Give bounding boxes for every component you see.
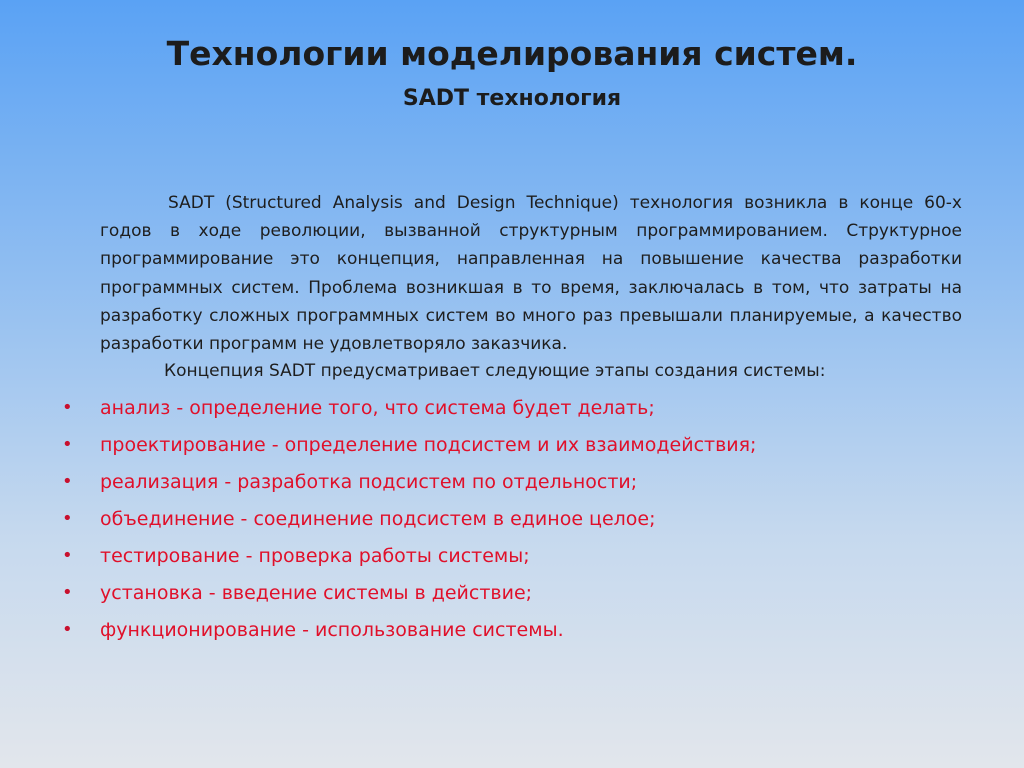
slide-title: Технологии моделирования систем.	[166, 34, 858, 73]
stage-integration: объединение - соединение подсистем в единое целое;	[100, 508, 656, 530]
stage-design: проектирование - определение подсистем и их взаимодействия;	[100, 434, 757, 456]
bullet-icon: •	[62, 471, 73, 492]
list-item	[58, 502, 756, 539]
list-item	[58, 539, 756, 576]
list-item	[58, 613, 756, 650]
stage-testing: тестирование - проверка работы системы;	[100, 545, 530, 567]
bullet-icon: •	[62, 397, 73, 418]
stage-analysis: анализ - определение того, что система будет делать;	[100, 397, 655, 419]
bullet-icon: •	[62, 619, 73, 640]
stage-operation: функционирование - использование системы.	[100, 619, 564, 641]
bullet-icon: •	[62, 434, 73, 455]
description-paragraph: SADT (Structured Analysis and Design Technique) технология возникла в конце 60-х годов в ходе революции, вызванной структурным программированием. Структурное программирование это концепция, направленная на повышение качества разработки программных систем. Проблема возникшая в то время, заключалась в том, что затраты на разработку сложных программных систем во много раз превышали планируемые, а качество разработки программ не удовлетворяло заказчика.	[100, 193, 962, 355]
stage-deployment: установка - введение системы в действие;	[100, 582, 533, 604]
list-item	[58, 391, 756, 428]
stages-intro: Концепция SADT предусматривает следующие этапы создания системы:	[164, 361, 826, 381]
list-item	[58, 465, 756, 502]
list-item	[58, 428, 756, 465]
slide-subtitle: SADT технология	[402, 86, 622, 111]
list-item	[58, 576, 756, 613]
bullet-icon: •	[62, 545, 73, 566]
stage-implementation: реализация - разработка подсистем по отдельности;	[100, 471, 638, 493]
bullet-icon: •	[62, 582, 73, 603]
stages-list	[58, 391, 756, 650]
bullet-icon: •	[62, 508, 73, 529]
